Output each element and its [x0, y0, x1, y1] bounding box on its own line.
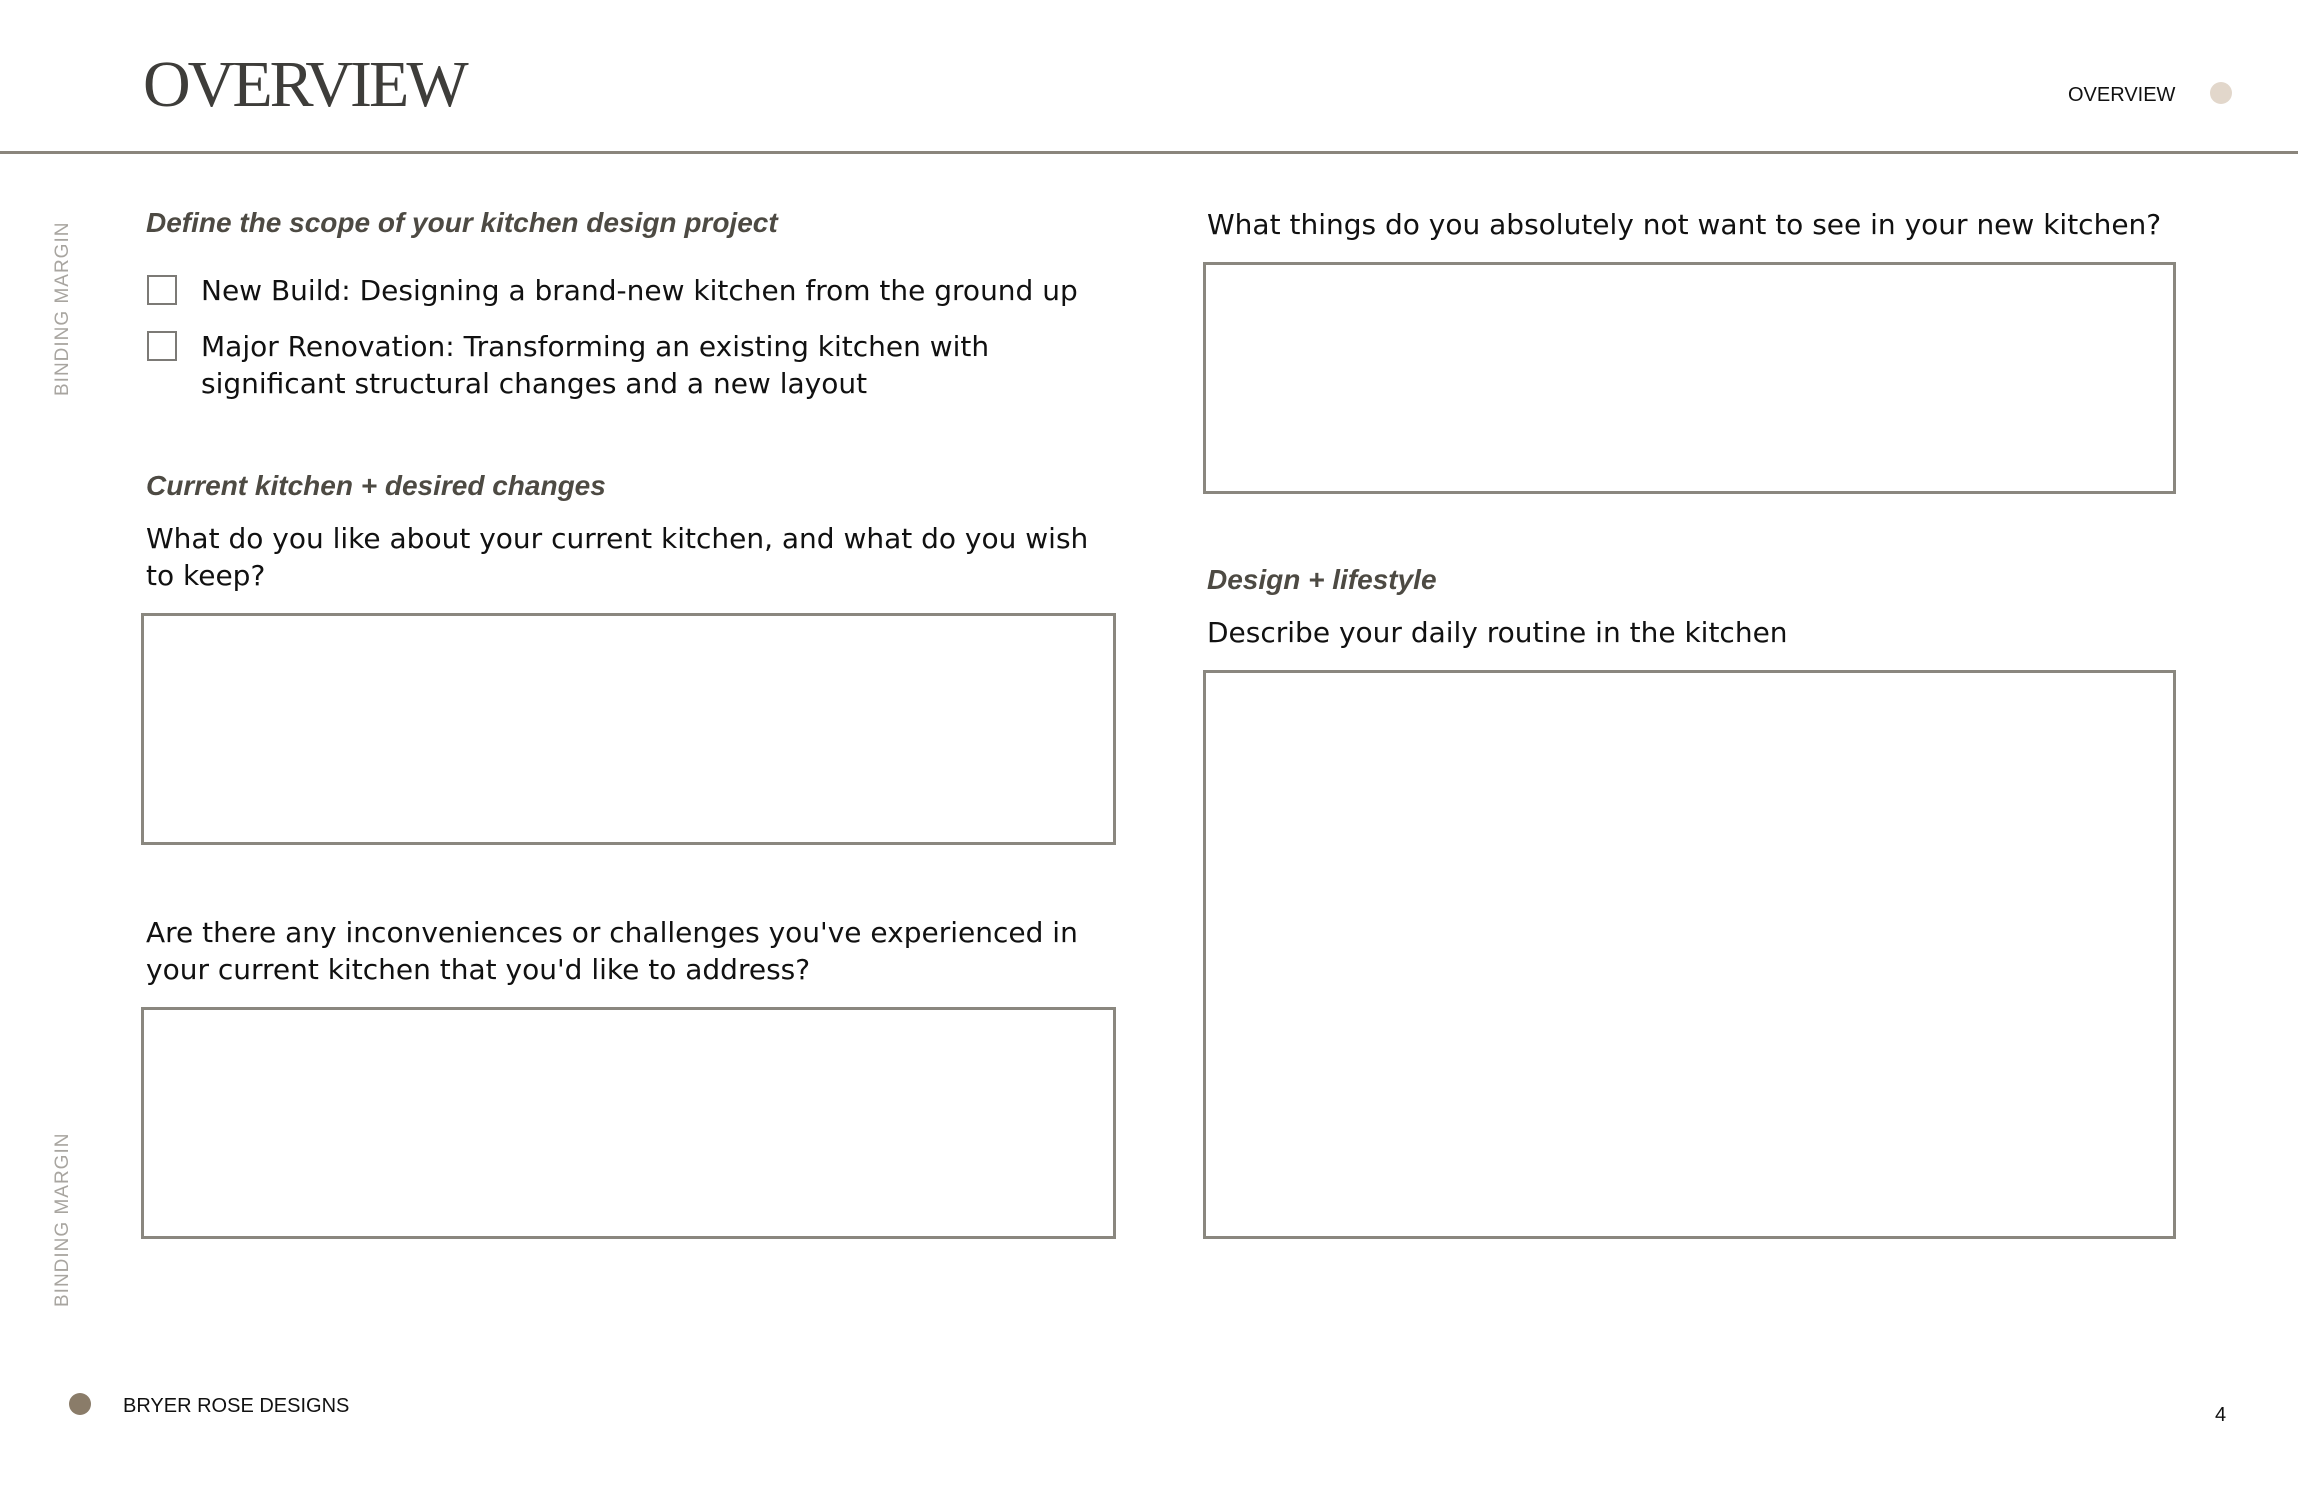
section-dot-icon — [2210, 82, 2232, 104]
like-question-line1: What do you like about your current kitchen, and what do you wish — [146, 522, 1089, 555]
new-build-label-text: New Build: Designing a brand-new kitchen from the ground up — [201, 274, 1078, 307]
major-renovation-label-line1: Major Renovation: Transforming an existing kitchen with — [201, 330, 990, 363]
inconveniences-question-line1: Are there any inconveniences or challenges you've experienced in — [146, 916, 1078, 949]
brand-dot-icon — [69, 1393, 91, 1415]
design-lifestyle-heading: Design + lifestyle — [1207, 564, 1437, 595]
inconveniences-answer-box[interactable] — [141, 1007, 1116, 1239]
current-kitchen-heading: Current kitchen + desired changes — [146, 470, 606, 501]
not-want-question: What things do you absolutely not want to see in your new kitchen? — [1207, 208, 2162, 241]
header-divider — [0, 151, 2298, 154]
new-build-label — [201, 272, 1078, 309]
section-nav-label[interactable]: OVERVIEW — [2068, 84, 2176, 106]
inconveniences-question-line2: your current kitchen that you'd like to address? — [146, 953, 811, 986]
routine-question: Describe your daily routine in the kitchen — [1207, 616, 1788, 649]
inconveniences-question — [146, 914, 1078, 988]
not-want-answer-box[interactable] — [1203, 262, 2176, 494]
binding-margin-top-label: BINDING MARGIN — [52, 221, 73, 396]
like-question-line2: to keep? — [146, 559, 266, 592]
routine-answer-box[interactable] — [1203, 670, 2176, 1239]
major-renovation-label-line2: significant structural changes and a new layout — [201, 367, 868, 400]
major-renovation-label — [201, 328, 989, 402]
page-title: OVERVIEW — [143, 48, 466, 121]
footer-brand: BRYER ROSE DESIGNS — [123, 1395, 350, 1417]
scope-heading: Define the scope of your kitchen design project — [146, 207, 778, 238]
new-build-checkbox[interactable] — [147, 275, 177, 305]
binding-margin-bottom-label: BINDING MARGIN — [52, 1132, 73, 1307]
like-question — [146, 520, 1088, 594]
like-answer-box[interactable] — [141, 613, 1116, 845]
page-number: 4 — [2215, 1404, 2227, 1426]
major-renovation-checkbox[interactable] — [147, 331, 177, 361]
